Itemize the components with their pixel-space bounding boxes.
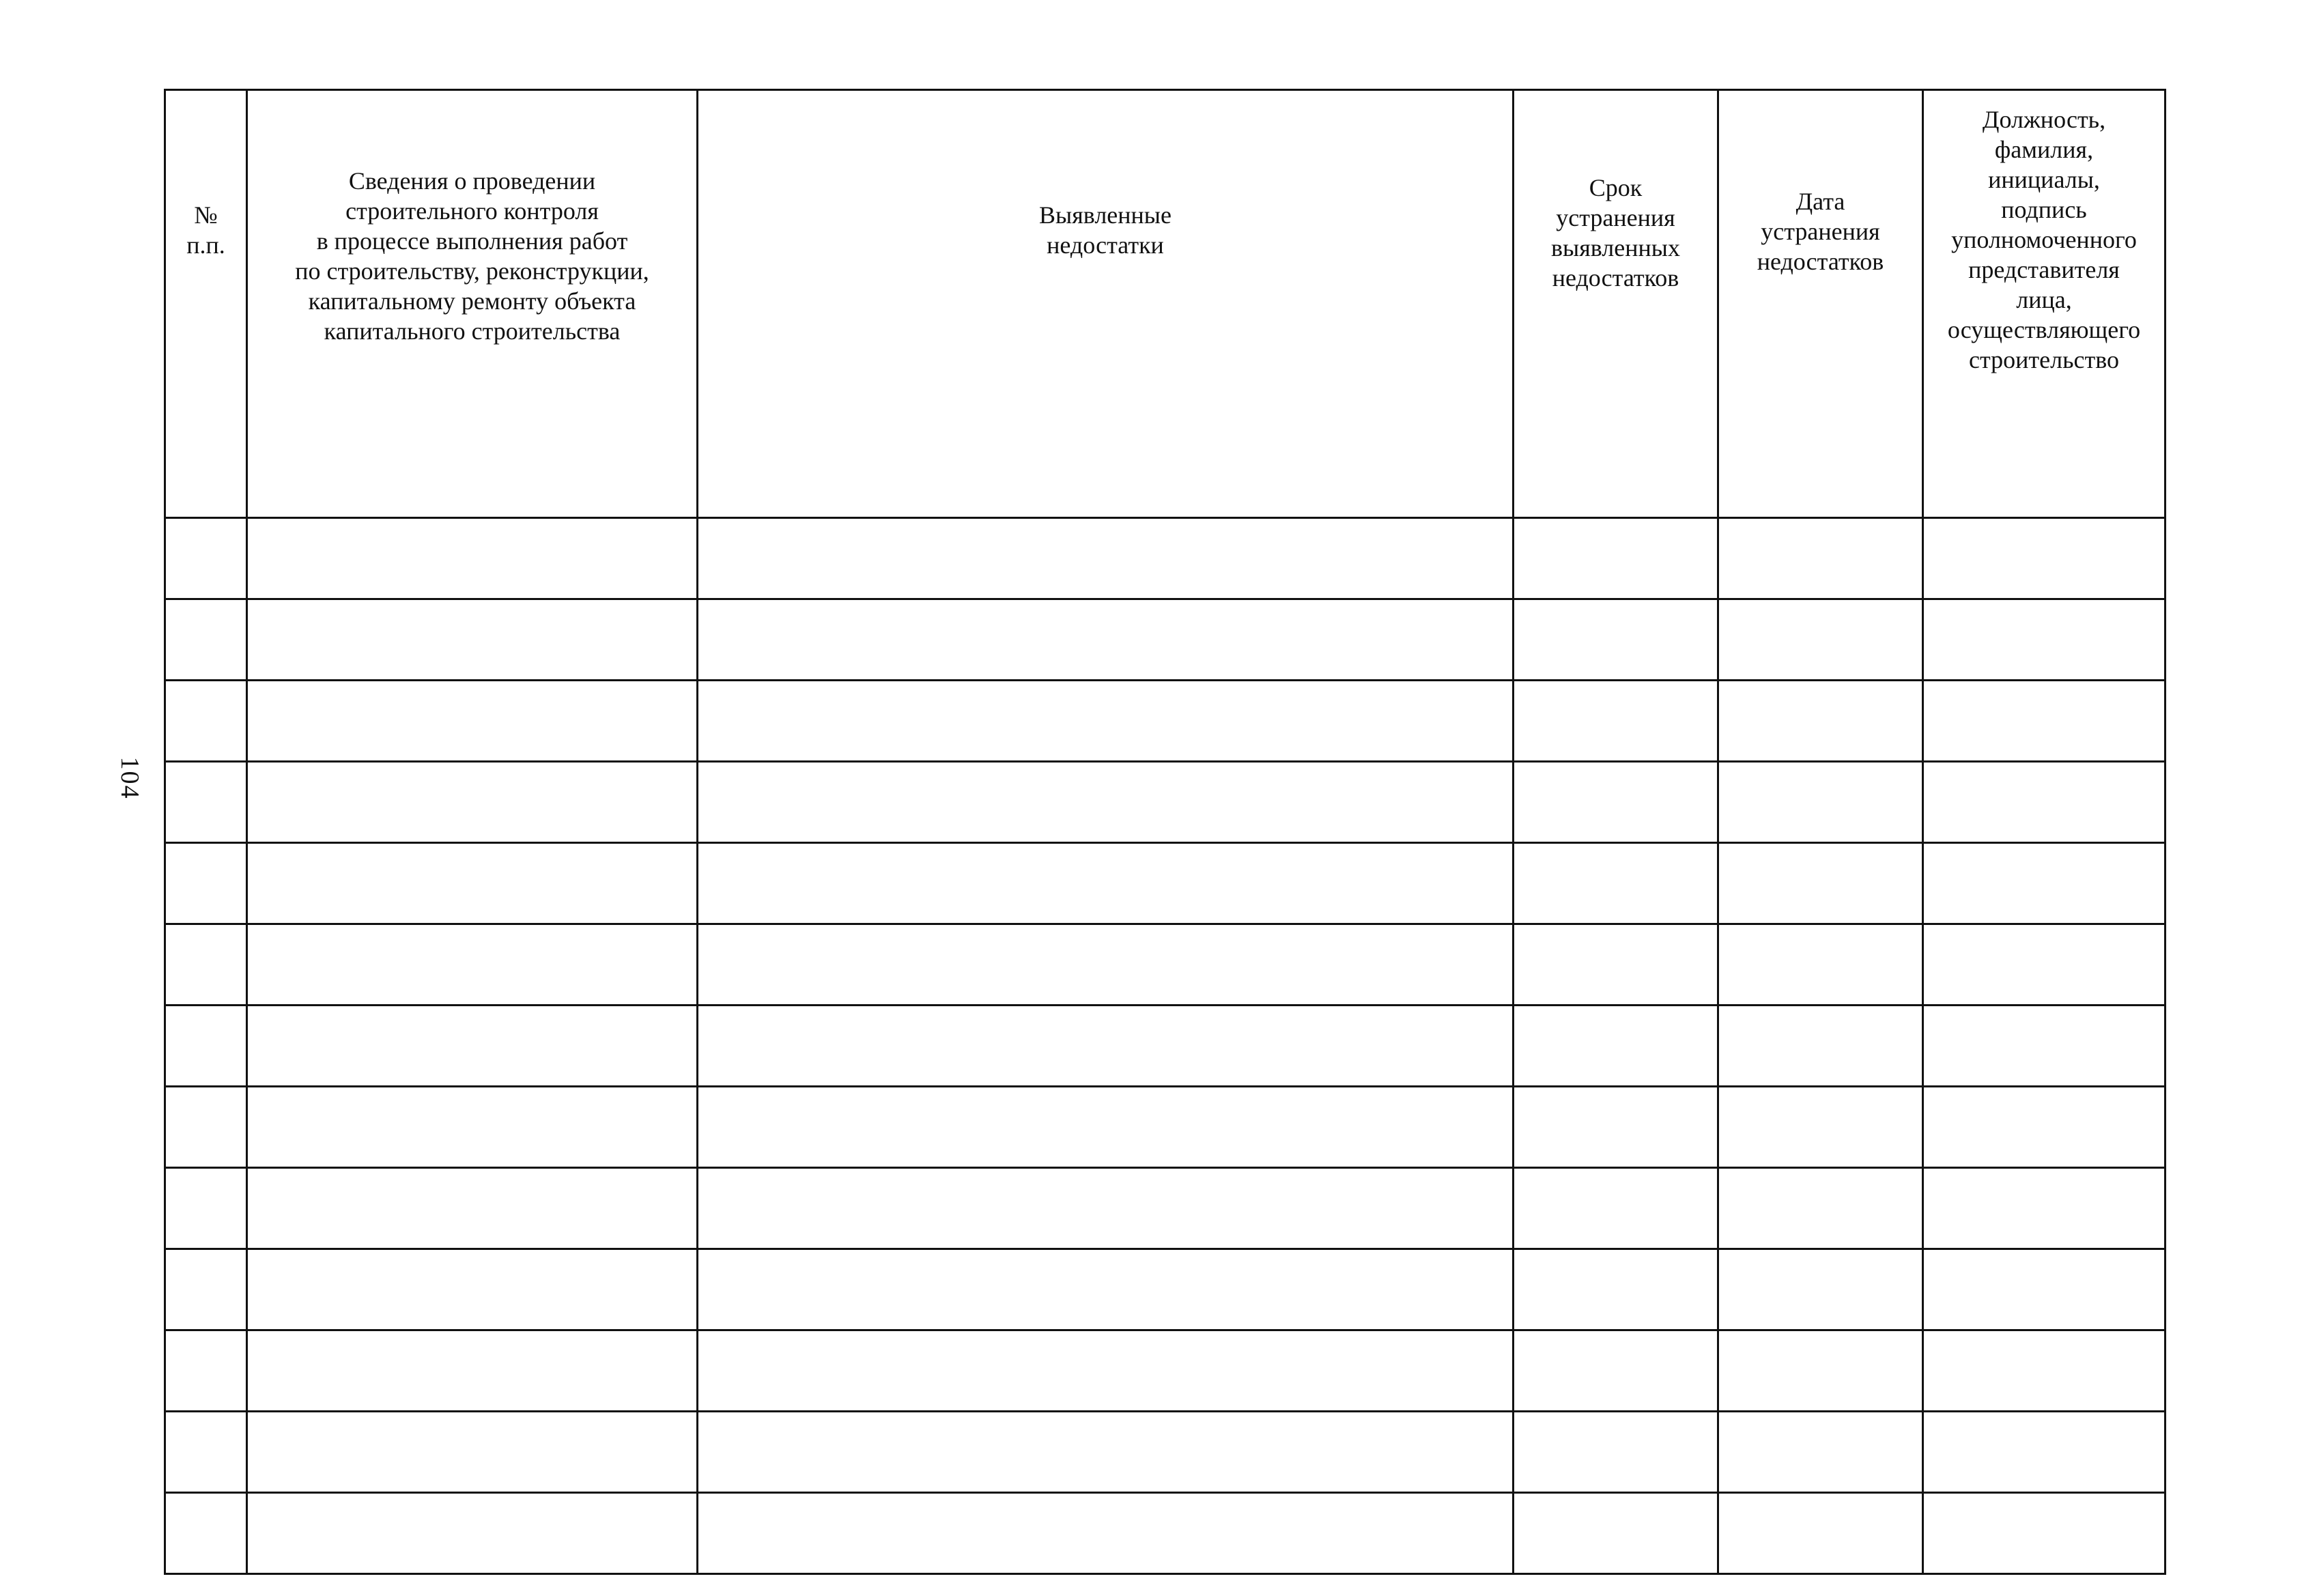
cell-defects[interactable] [698,1493,1514,1574]
table-row [165,924,2166,1006]
header-control-info: Сведения о проведении строительного контроля в процессе выполнения работ по строительству, реконструкции, капитальному ремонту объекта капитального строительства [247,90,698,518]
cell-defects[interactable] [698,599,1514,681]
cell-defects[interactable] [698,924,1514,1006]
cell-fix-date[interactable] [1718,1168,1923,1249]
cell-number[interactable] [165,924,247,1006]
cell-deadline[interactable] [1514,1249,1718,1330]
cell-deadline[interactable] [1514,518,1718,599]
cell-control-info[interactable] [247,762,698,843]
header-representative-signature: Должность, фамилия, инициалы, подпись уполномоченного представителя лица, осуществляющего строительство [1923,90,2166,518]
cell-control-info[interactable] [247,681,698,762]
table-row [165,1168,2166,1249]
cell-defects[interactable] [698,843,1514,924]
cell-signature[interactable] [1923,1249,2166,1330]
cell-fix-date[interactable] [1718,843,1923,924]
cell-fix-date[interactable] [1718,518,1923,599]
table-row [165,518,2166,599]
cell-number[interactable] [165,518,247,599]
cell-control-info[interactable] [247,1493,698,1574]
table-row [165,843,2166,924]
cell-deadline[interactable] [1514,1493,1718,1574]
cell-signature[interactable] [1923,1006,2166,1087]
cell-number[interactable] [165,681,247,762]
cell-control-info[interactable] [247,1006,698,1087]
cell-deadline[interactable] [1514,762,1718,843]
table-row [165,1087,2166,1168]
cell-fix-date[interactable] [1718,681,1923,762]
cell-control-info[interactable] [247,1330,698,1412]
cell-fix-date[interactable] [1718,1330,1923,1412]
cell-number[interactable] [165,1330,247,1412]
cell-deadline[interactable] [1514,924,1718,1006]
cell-defects[interactable] [698,1006,1514,1087]
cell-signature[interactable] [1923,1168,2166,1249]
cell-number[interactable] [165,1006,247,1087]
cell-fix-date[interactable] [1718,762,1923,843]
cell-signature[interactable] [1923,1412,2166,1493]
cell-control-info[interactable] [247,924,698,1006]
page-number: 104 [115,756,144,800]
cell-deadline[interactable] [1514,599,1718,681]
cell-defects[interactable] [698,1412,1514,1493]
cell-fix-date[interactable] [1718,599,1923,681]
cell-signature[interactable] [1923,1493,2166,1574]
cell-signature[interactable] [1923,681,2166,762]
cell-defects[interactable] [698,1168,1514,1249]
cell-defects[interactable] [698,518,1514,599]
cell-signature[interactable] [1923,1330,2166,1412]
table-row [165,1412,2166,1493]
table-header-row [165,90,2166,518]
cell-number[interactable] [165,1168,247,1249]
cell-number[interactable] [165,1493,247,1574]
cell-fix-date[interactable] [1718,1412,1923,1493]
cell-fix-date[interactable] [1718,1249,1923,1330]
cell-control-info[interactable] [247,1168,698,1249]
header-detected-defects: Выявленные недостатки [698,90,1514,518]
cell-number[interactable] [165,1249,247,1330]
cell-defects[interactable] [698,1249,1514,1330]
table-row [165,1493,2166,1574]
cell-signature[interactable] [1923,762,2166,843]
cell-control-info[interactable] [247,1412,698,1493]
cell-control-info[interactable] [247,1249,698,1330]
cell-defects[interactable] [698,762,1514,843]
cell-signature[interactable] [1923,1087,2166,1168]
table-row [165,681,2166,762]
cell-deadline[interactable] [1514,1087,1718,1168]
cell-deadline[interactable] [1514,1168,1718,1249]
table-row [165,1249,2166,1330]
cell-signature[interactable] [1923,924,2166,1006]
cell-signature[interactable] [1923,843,2166,924]
cell-control-info[interactable] [247,518,698,599]
cell-number[interactable] [165,1087,247,1168]
cell-deadline[interactable] [1514,1412,1718,1493]
cell-deadline[interactable] [1514,1006,1718,1087]
cell-control-info[interactable] [247,599,698,681]
table-body [165,518,2166,1574]
cell-signature[interactable] [1923,518,2166,599]
cell-number[interactable] [165,599,247,681]
table-row [165,599,2166,681]
table-row [165,1330,2166,1412]
cell-deadline[interactable] [1514,1330,1718,1412]
cell-control-info[interactable] [247,843,698,924]
cell-number[interactable] [165,1412,247,1493]
table-row [165,1006,2166,1087]
construction-control-table [164,89,2166,1575]
cell-defects[interactable] [698,1330,1514,1412]
header-fix-deadline: Срок устранения выявленных недостатков [1514,90,1718,518]
cell-fix-date[interactable] [1718,1493,1923,1574]
header-item-number: № п.п. [165,90,247,518]
header-fix-date: Дата устранения недостатков [1718,90,1923,518]
cell-deadline[interactable] [1514,843,1718,924]
cell-fix-date[interactable] [1718,1006,1923,1087]
cell-signature[interactable] [1923,599,2166,681]
cell-defects[interactable] [698,681,1514,762]
cell-fix-date[interactable] [1718,924,1923,1006]
cell-deadline[interactable] [1514,681,1718,762]
cell-number[interactable] [165,843,247,924]
cell-control-info[interactable] [247,1087,698,1168]
cell-number[interactable] [165,762,247,843]
cell-defects[interactable] [698,1087,1514,1168]
table-row [165,762,2166,843]
cell-fix-date[interactable] [1718,1087,1923,1168]
